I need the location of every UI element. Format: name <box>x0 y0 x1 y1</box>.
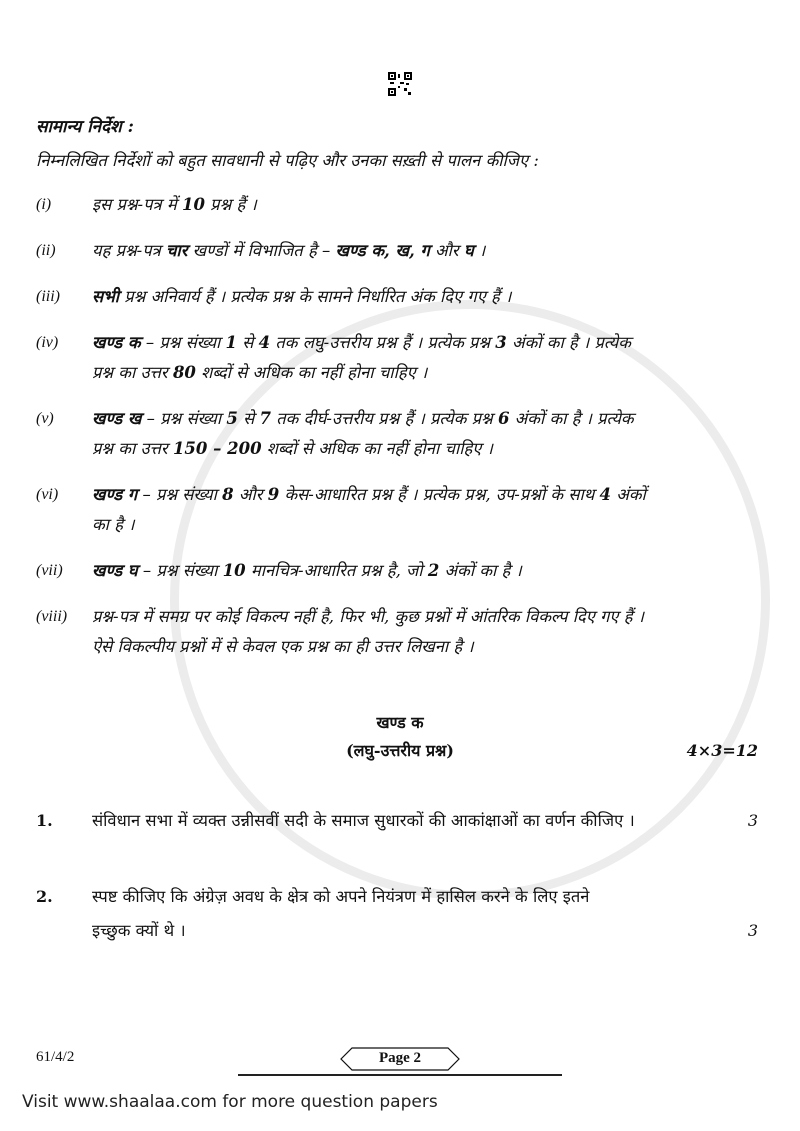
questions-list <box>36 804 764 948</box>
instruction-line <box>92 556 764 586</box>
instruction-text: से <box>237 409 260 428</box>
instruction-text: सभी <box>92 287 120 306</box>
instruction-body <box>92 556 764 586</box>
instruction-text: और <box>233 485 268 504</box>
instruction-text: 10 <box>222 561 246 580</box>
instruction-number: (vi) <box>36 486 59 503</box>
instruction-text: अंकों का है । प्रत्येक <box>509 409 634 428</box>
instruction-body <box>92 190 764 220</box>
section-marks: 4×3=12 <box>686 741 758 760</box>
instruction-body <box>92 236 764 266</box>
instruction-text: चार <box>165 241 188 260</box>
instruction-text: अंकों <box>611 485 646 504</box>
instruction-text: खण्ड क <box>92 333 141 352</box>
question-text: स्पष्ट कीजिए कि अंग्रेज़ अवध के क्षेत्र को अपने नियंत्रण में हासिल करने के लिए इतने <box>92 887 590 906</box>
instruction-text: केस-आधारित प्रश्न हैं । प्रत्येक प्रश्न, उप-प्रश्नों के साथ <box>279 485 600 504</box>
instruction-text: घ <box>463 241 474 260</box>
instruction-text: खण्ड ख <box>92 409 142 428</box>
instruction-text: – प्रश्न संख्या <box>141 409 227 428</box>
instruction-text: 6 <box>497 409 510 428</box>
question-text: इच्छुक क्यों थे । <box>92 921 186 940</box>
instruction-body <box>92 602 764 662</box>
instruction-text: खण्ड ग <box>92 485 138 504</box>
instruction-text: – प्रश्न संख्या <box>137 561 223 580</box>
instruction-number: (viii) <box>36 608 68 625</box>
instruction-item <box>36 328 764 388</box>
instruction-line <box>92 602 764 632</box>
instruction-body <box>92 328 764 388</box>
section-title: खण्ड क <box>376 713 424 732</box>
instruction-item <box>36 404 764 464</box>
instruction-text: 1 <box>225 333 238 352</box>
footer-divider <box>238 1074 562 1076</box>
instruction-text: 2 <box>427 561 440 580</box>
instruction-text: 80 <box>172 363 196 382</box>
qr-code-icon <box>388 72 412 96</box>
instruction-text: और <box>429 241 464 260</box>
instruction-text: 4 <box>599 485 612 504</box>
instruction-text: शब्दों से अधिक का नहीं होना चाहिए । <box>261 439 493 458</box>
instruction-line <box>92 510 764 540</box>
instruction-text: । <box>473 241 486 260</box>
instruction-text: तक दीर्घ-उत्तरीय प्रश्न हैं । प्रत्येक प्रश्न <box>270 409 498 428</box>
instruction-text: 3 <box>495 333 507 352</box>
instruction-body <box>92 404 764 464</box>
paper-code: 61/4/2 <box>36 1049 75 1065</box>
page-content <box>36 114 764 948</box>
instructions-intro: निम्नलिखित निर्देशों को बहुत सावधानी से पढ़िए और उनका सख़्ती से पालन कीजिए : <box>36 151 539 170</box>
instruction-item <box>36 236 764 266</box>
instruction-text: ऐसे विकल्पीय प्रश्नों में से केवल एक प्रश्न का ही उत्तर लिखना है । <box>92 637 474 656</box>
instruction-text: प्रश्न हैं । <box>204 195 257 214</box>
instruction-line <box>92 480 764 510</box>
instruction-text: 9 <box>267 485 280 504</box>
instruction-body <box>92 480 764 540</box>
instruction-item <box>36 282 764 312</box>
instruction-text: का है । <box>92 515 135 534</box>
question-text: संविधान सभा में व्यक्त उन्नीसवीं सदी के समाज सुधारकों की आकांक्षाओं का वर्णन कीजिए । <box>92 811 635 830</box>
question-number: 1. <box>36 811 53 830</box>
instruction-item <box>36 480 764 540</box>
instruction-number: (iii) <box>36 288 60 305</box>
instruction-text: – प्रश्न संख्या <box>137 485 223 504</box>
instruction-text: खण्ड घ <box>92 561 138 580</box>
section-subtitle: (लघु-उत्तरीय प्रश्न) <box>346 741 454 760</box>
instruction-line <box>92 358 764 388</box>
instruction-text: अंकों का है । <box>439 561 522 580</box>
instruction-body <box>92 282 764 312</box>
instruction-number: (i) <box>36 196 52 213</box>
instructions-list <box>36 190 764 662</box>
instruction-number: (ii) <box>36 242 56 259</box>
question-marks: 3 <box>747 921 758 940</box>
question-item <box>36 804 764 838</box>
instruction-line <box>92 404 764 434</box>
instruction-item <box>36 190 764 220</box>
instruction-text: प्रश्न-पत्र में समग्र पर कोई विकल्प नहीं है, फिर भी, कुछ प्रश्नों में आंतरिक विकल्प दिए गए हैं । <box>92 607 645 626</box>
instruction-line <box>92 632 764 662</box>
instruction-text: खण्डों में विभाजित है – <box>187 241 336 260</box>
instruction-number: (v) <box>36 410 54 427</box>
question-body <box>92 880 718 948</box>
instruction-number: (iv) <box>36 334 59 351</box>
instruction-text: अंकों का है । प्रत्येक <box>506 333 631 352</box>
instruction-text: यह प्रश्न-पत्र <box>92 241 166 260</box>
instruction-item <box>36 556 764 586</box>
instruction-text: 10 <box>181 195 205 214</box>
instruction-text: प्रश्न का उत्तर <box>92 439 173 458</box>
instruction-text: 150 – 200 <box>172 439 262 458</box>
instruction-text: 4 <box>258 333 271 352</box>
instruction-number: (vii) <box>36 562 63 579</box>
instruction-line <box>92 190 764 220</box>
instruction-line <box>92 434 764 464</box>
question-number: 2. <box>36 887 53 906</box>
instruction-line <box>92 236 764 266</box>
instruction-text: मानचित्र-आधारित प्रश्न है, जो <box>245 561 428 580</box>
visit-link[interactable]: Visit www.shaalaa.com for more question papers <box>22 1092 438 1112</box>
instruction-item <box>36 602 764 662</box>
instruction-text: 8 <box>222 485 234 504</box>
instruction-text: शब्दों से अधिक का नहीं होना चाहिए । <box>195 363 428 382</box>
instruction-text: इस प्रश्न-पत्र में <box>92 195 182 214</box>
instruction-text: – प्रश्न संख्या <box>140 333 226 352</box>
instruction-text: खण्ड क, ख, ग <box>335 241 430 260</box>
instruction-text: 7 <box>259 409 271 428</box>
page-number: Page 2 <box>378 1050 422 1066</box>
question-body <box>92 804 718 838</box>
instruction-line <box>92 328 764 358</box>
instruction-text: प्रश्न अनिवार्य हैं । प्रत्येक प्रश्न के सामने निर्धारित अंक दिए गए हैं । <box>119 287 512 306</box>
instruction-text: से <box>237 333 259 352</box>
question-item <box>36 880 764 948</box>
instruction-text: प्रश्न का उत्तर <box>92 363 173 382</box>
section-header <box>36 710 764 774</box>
instructions-heading: सामान्य निर्देश : <box>36 117 134 137</box>
instruction-line <box>92 282 764 312</box>
question-marks: 3 <box>747 811 758 830</box>
instruction-text: तक लघु-उत्तरीय प्रश्न हैं । प्रत्येक प्रश्न <box>270 333 496 352</box>
instruction-text: 5 <box>226 409 238 428</box>
